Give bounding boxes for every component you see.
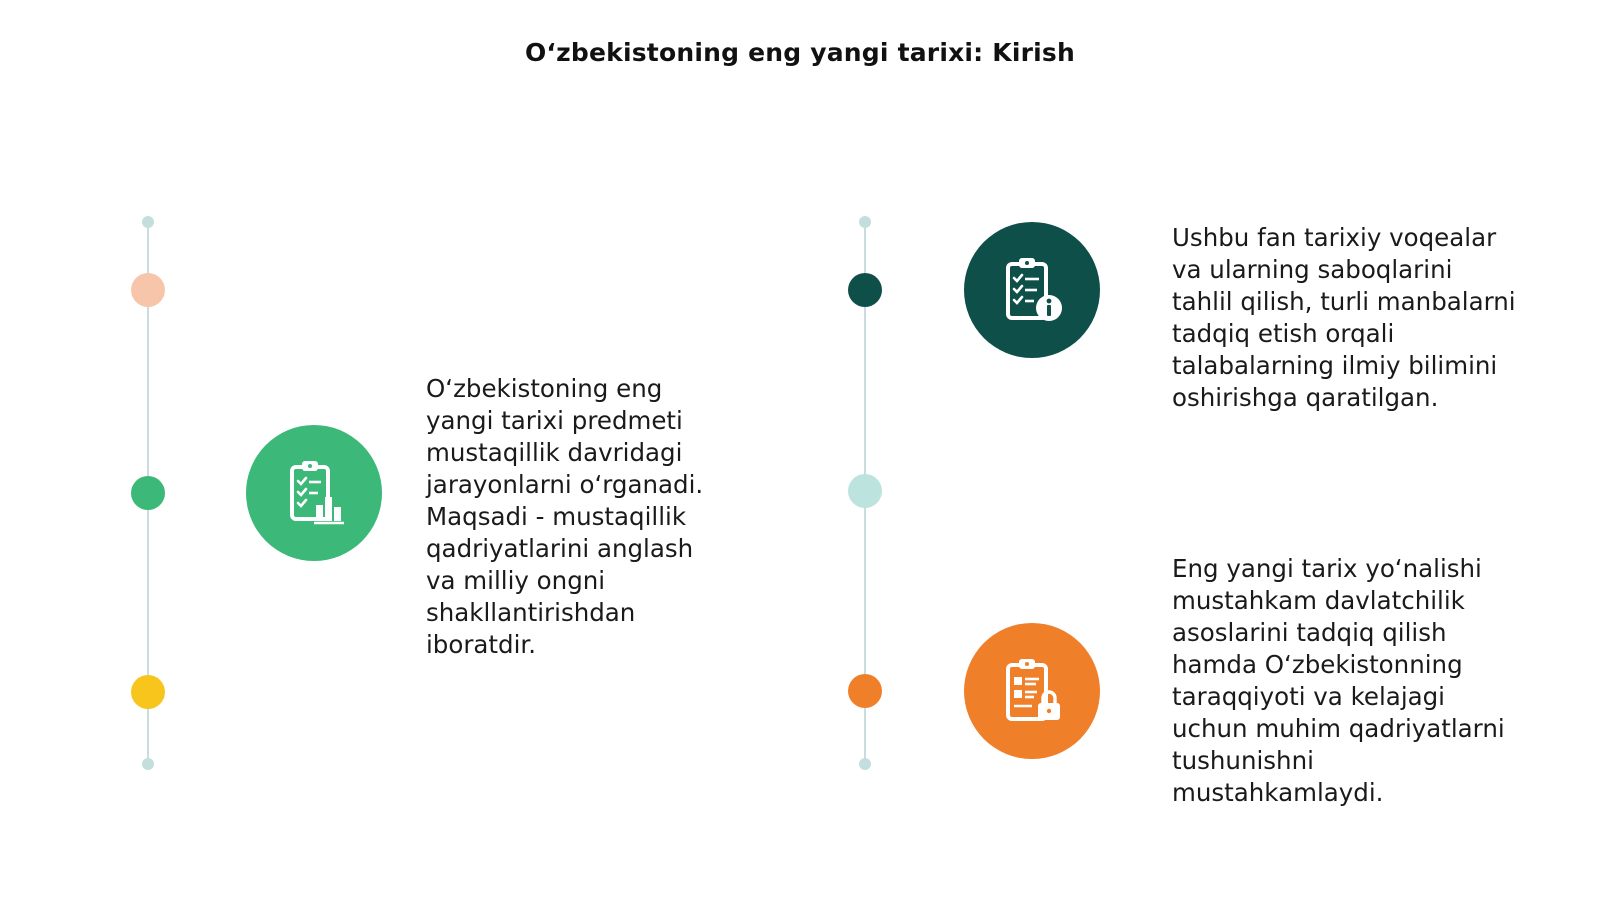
timeline-right-dot-light-teal — [848, 474, 882, 508]
item-3-line: uchun muhim qadriyatlarni — [1172, 714, 1505, 743]
timeline-left-bottom-cap — [142, 758, 154, 770]
item-1-text — [426, 373, 756, 661]
clipboard-chart-icon — [274, 453, 354, 533]
item-3-line: taraqqiyoti va kelajagi — [1172, 682, 1445, 711]
item-2-line: Ushbu fan tarixiy voqealar — [1172, 223, 1497, 252]
item-2-line: talabalarning ilmiy bilimini — [1172, 351, 1498, 380]
item-3-line: Eng yangi tarix yo‘nalishi — [1172, 554, 1482, 583]
timeline-left-dot-green — [131, 476, 165, 510]
timeline-right-bottom-cap — [859, 758, 871, 770]
item-1-line: iboratdir. — [426, 630, 537, 659]
item-1-line: jarayonlarni o‘rganadi. — [426, 470, 704, 499]
timeline-left-dot-peach — [131, 273, 165, 307]
item-1-line: Maqsadi - mustaqillik — [426, 502, 687, 531]
clipboard-lock-badge — [964, 623, 1100, 759]
item-3-line: tushunishni — [1172, 746, 1314, 775]
item-2-line: tadqiq etish orqali — [1172, 319, 1395, 348]
timeline-right-dot-orange — [848, 674, 882, 708]
item-2-line: tahlil qilish, turli manbalarni — [1172, 287, 1516, 316]
clipboard-chart-badge — [246, 425, 382, 561]
timeline-right-top-cap — [859, 216, 871, 228]
timeline-left-top-cap — [142, 216, 154, 228]
timeline-right-dot-dark-teal — [848, 273, 882, 307]
timeline-left-dot-yellow — [131, 675, 165, 709]
item-2-line: oshirishga qaratilgan. — [1172, 383, 1439, 412]
item-3-line: mustahkamlaydi. — [1172, 778, 1384, 807]
item-3-line: asoslarini tadqiq qilish — [1172, 618, 1447, 647]
item-1-line: va milliy ongni — [426, 566, 606, 595]
item-1-line: mustaqillik davridagi — [426, 438, 683, 467]
page-title: O‘zbekistoning eng yangi tarixi: Kirish — [524, 38, 1076, 67]
item-1-line: O‘zbekistoning eng — [426, 374, 663, 403]
item-2-line: va ularning saboqlarini — [1172, 255, 1453, 284]
item-3-line: mustahkam davlatchilik — [1172, 586, 1465, 615]
item-1-line: shakllantirishdan — [426, 598, 636, 627]
item-3-text — [1172, 553, 1582, 809]
clipboard-info-badge — [964, 222, 1100, 358]
clipboard-lock-icon — [992, 651, 1072, 731]
item-3-line: hamda O‘zbekistonning — [1172, 650, 1463, 679]
item-1-line: yangi tarixi predmeti — [426, 406, 683, 435]
clipboard-info-icon — [992, 250, 1072, 330]
item-1-line: qadriyatlarini anglash — [426, 534, 694, 563]
item-2-text — [1172, 222, 1582, 414]
